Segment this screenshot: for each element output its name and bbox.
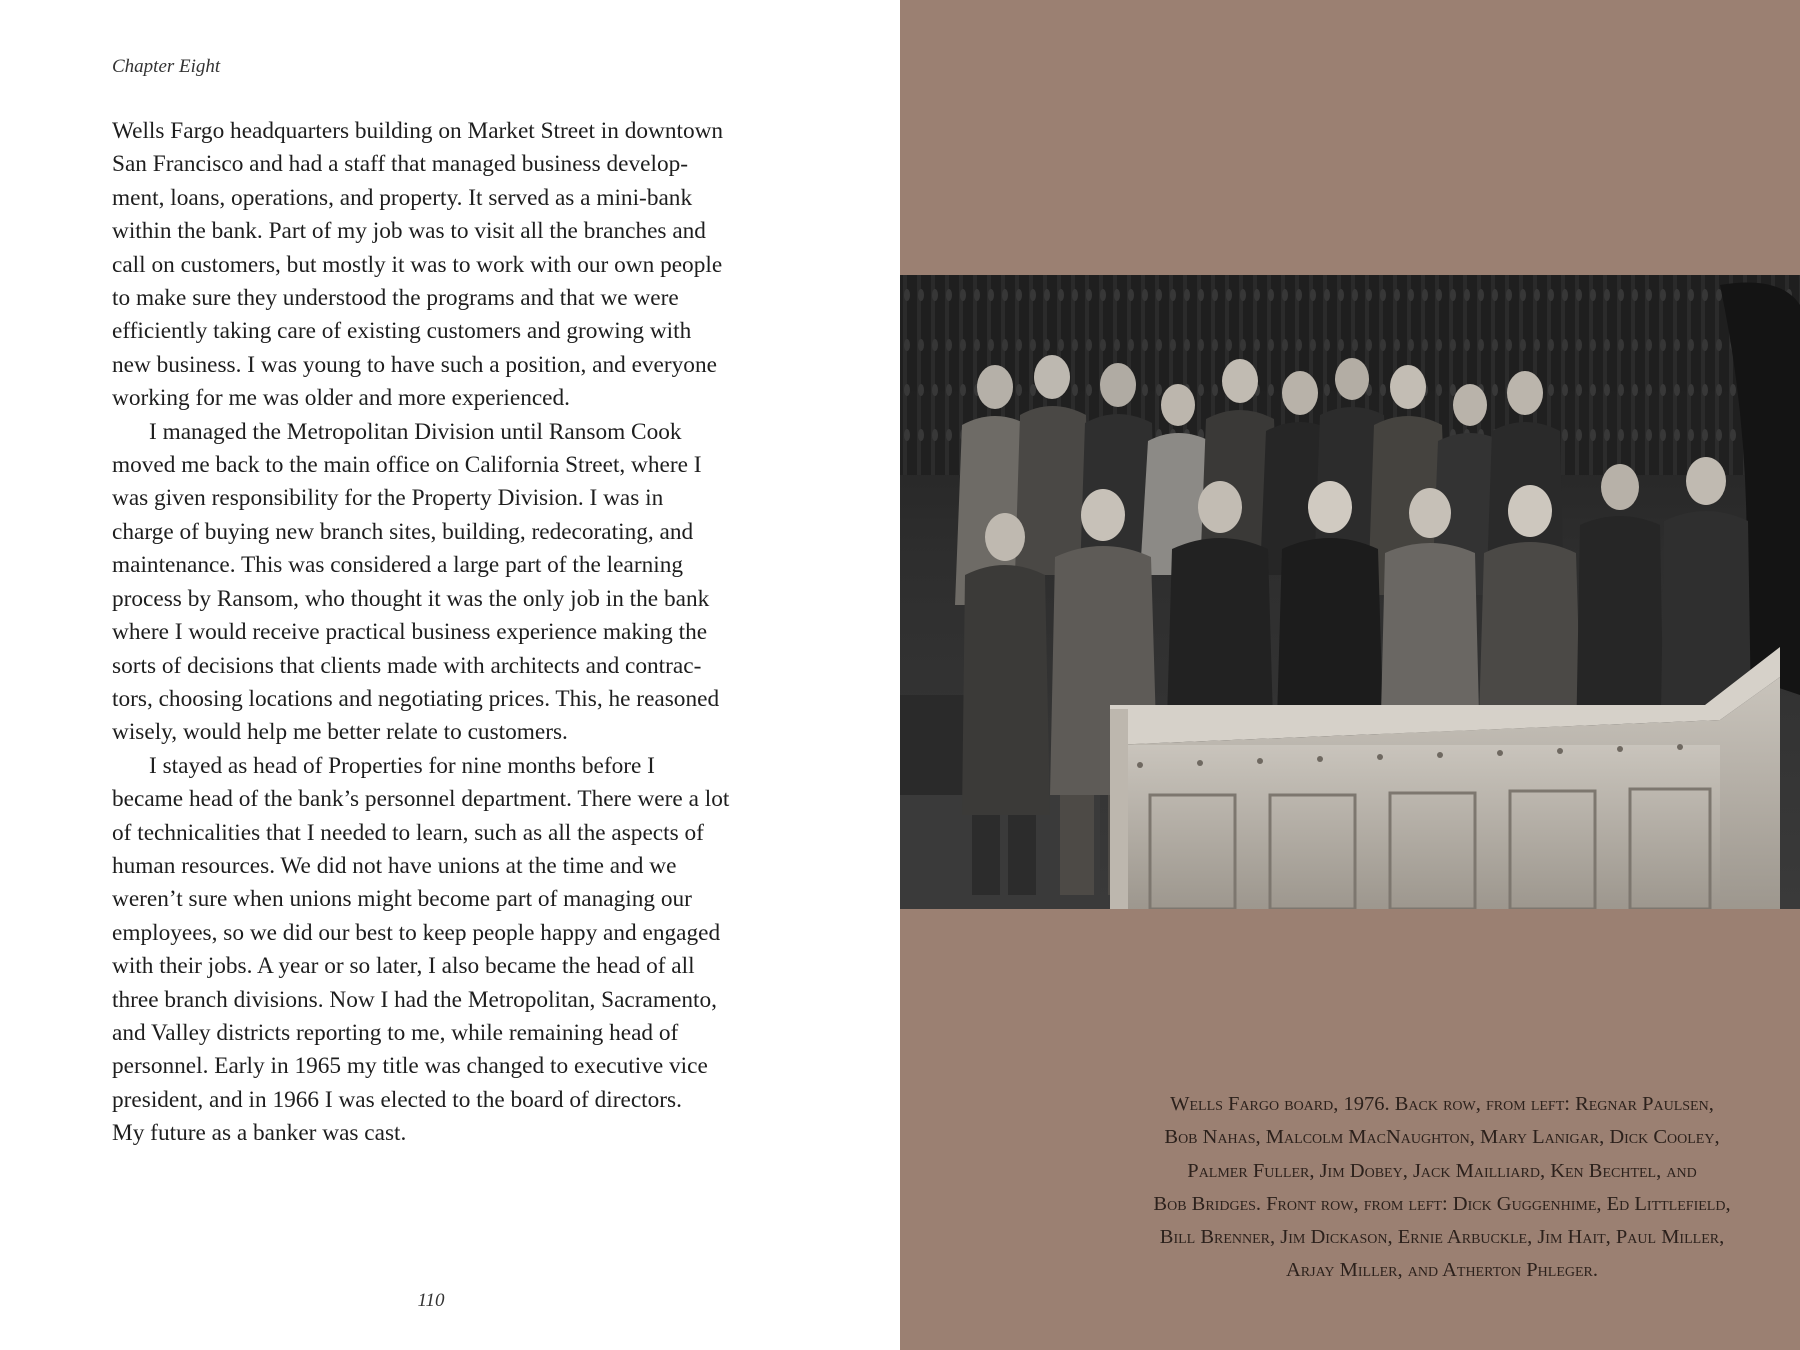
photo-caption: Wells Fargo board, 1976. Back row, from left: Regnar Paulsen, Bob Nahas, Malcolm MacNaughton, Mary Lanigar, Dick Cooley, Palmer Fuller, Jim Dobey, Jack Mailliard, Ken Bechtel, and Bob Bridges. Front row, from left: Dick Guggenhime, Ed Littlefield, Bill Brenner, Jim Dickason, Ernie Arbuckle, Jim Hait, Paul Miller, Arjay Miller, and Atherton Phleger. xyxy=(1153,1093,1731,1282)
paragraph-2: I managed the Metropolitan Division until Ransom Cook moved me back to the main office on California Street, where I was given responsibility for the Property Division. I was in charge of buying new branch sites, building, redecorating, and maintenance. This was considered a large part of the learning process by Ransom, who thought it was the only job in the bank where I would receive practical business experience making the sorts of decisions that clients made with architects and contrac- tors, choosing locations and negotiating prices. This, he reasoned wisely, would help me better relate to customers. xyxy=(112,418,720,746)
right-page xyxy=(900,0,1800,1350)
page-number: 110 xyxy=(417,1290,445,1311)
paragraph-3: I stayed as head of Properties for nine months before I became head of the bank’s personnel department. There were a lot of technicalities that I needed to learn, such as all the aspects of human resources. We did not have unions at the time and we weren’t sure when unions might become part of managing our employees, so we did our best to keep people happy and engaged with their jobs. A year or so later, I also became the head of all three branch divisions. Now I had the Metropolitan, Sacramento, and Valley districts reporting to me, while remaining head of personnel. Early in 1965 my title was changed to executive vice president, and in 1966 I was elected to the board of directors. My future as a banker was cast. xyxy=(112,752,730,1147)
board-photo xyxy=(900,275,1800,909)
body-text xyxy=(112,115,767,1151)
board-photo-image xyxy=(900,275,1800,909)
running-head: Chapter Eight xyxy=(112,56,221,77)
paragraph-1: Wells Fargo headquarters building on Market Street in downtown San Francisco and had a staff that managed business develop- ment, loans, operations, and property. It served as a mini-bank within the bank. Part of my job was to visit all the branches and call on customers, but mostly it was to work with our own people to make sure they understood the programs and that we were efficiently taking care of existing customers and growing with new business. I was young to have such a position, and everyone working for me was older and more experienced. xyxy=(112,118,724,412)
